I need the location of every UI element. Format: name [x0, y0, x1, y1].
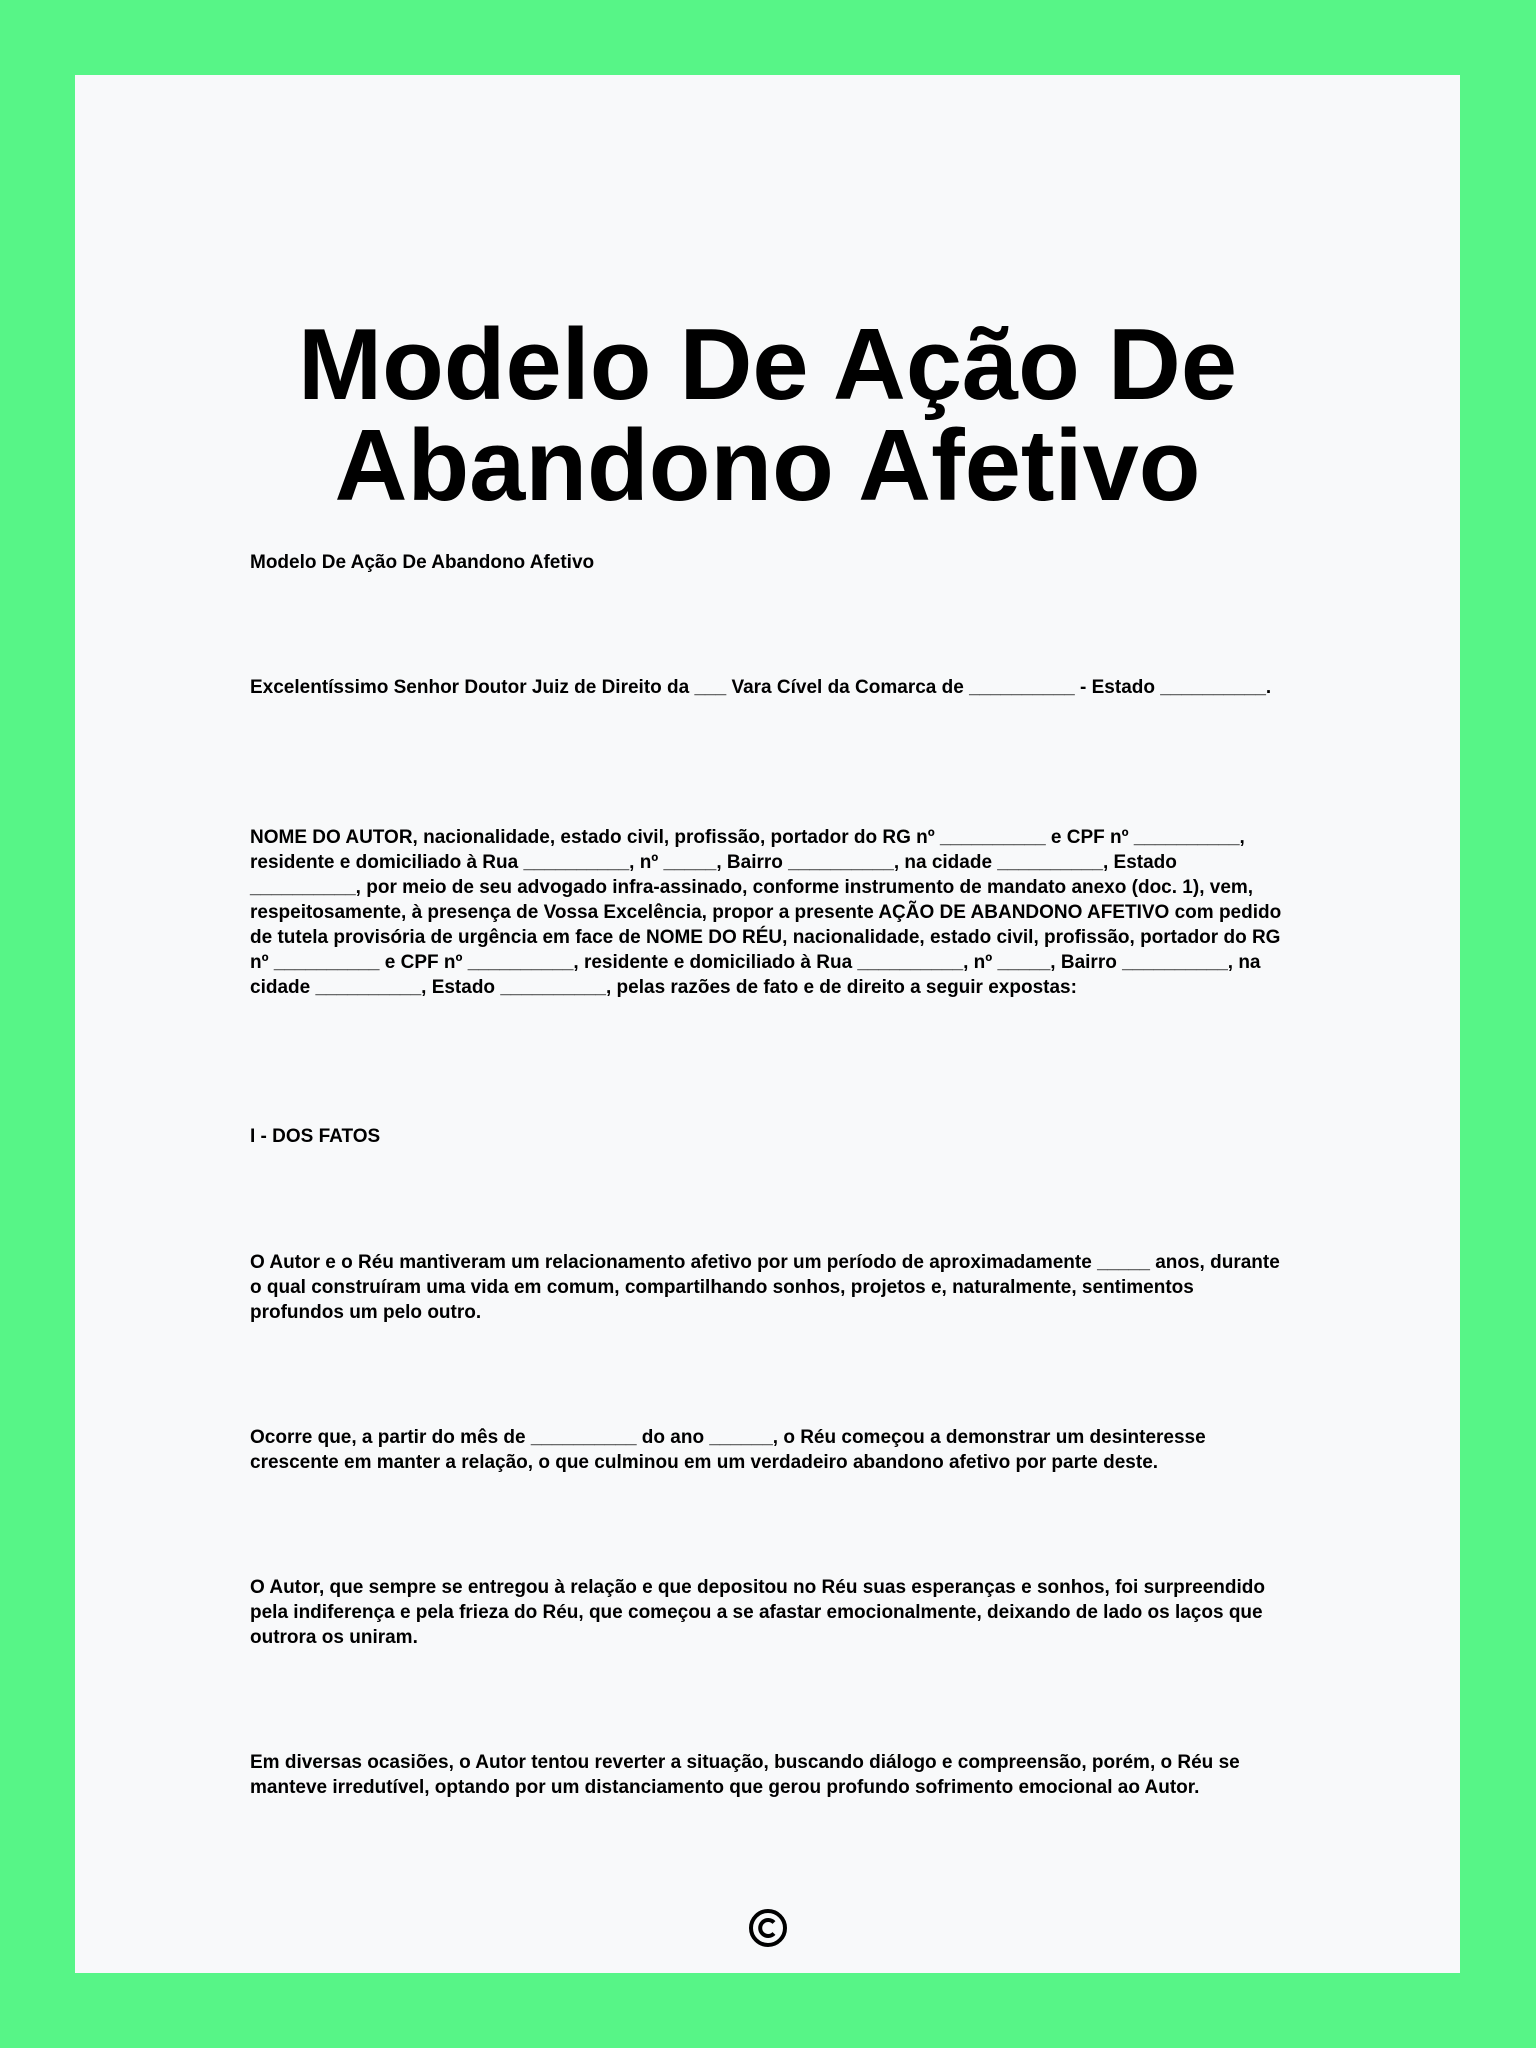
address-paragraph: Excelentíssimo Senhor Doutor Juiz de Direito da ___ Vara Cível da Comarca de __________ - Estado __________. [250, 677, 1272, 698]
facts-paragraph: Ocorre que, a partir do mês de __________ do ano ______, o Réu começou a demonstrar um desinteresse crescente em manter a relação, o que culminou em um verdadeiro abandono afetivo por parte deste. [250, 1427, 1206, 1473]
section-heading: I - DOS FATOS [250, 1126, 381, 1147]
title-line-2: Abandono Afetivo [334, 410, 1201, 522]
copyright-icon [748, 1908, 788, 1948]
facts-paragraph: O Autor, que sempre se entregou à relação e que depositou no Réu suas esperanças e sonhos, foi surpreendido pela indiferença e pela frieza do Réu, que começou a se afastar emocionalmente, deixando de lado os laços que outrora os uniram. [250, 1577, 1265, 1648]
document-subtitle: Modelo De Ação De Abandono Afetivo [250, 552, 595, 573]
document-title [75, 309, 1460, 522]
facts-paragraph: O Autor e o Réu mantiveram um relacionamento afetivo por um período de aproximadamente _____ anos, durante o qual construíram uma vida em comum, compartilhando sonhos, projetos e, naturalmente, sentimentos profundos um pelo outro. [250, 1252, 1280, 1323]
document-page [75, 75, 1460, 1973]
title-line-1: Modelo De Ação De [297, 309, 1238, 421]
qualification-paragraph: NOME DO AUTOR, nacionalidade, estado civil, profissão, portador do RG nº __________ e CPF nº __________, residente e domiciliado à Rua __________, nº _____, Bairro __________, na cidade __________, Estado __________, por meio de seu advogado infra-assinado, conforme instrumento de mandato anexo (doc. 1), vem, respeitosamente, à presença de Vossa Excelência, propor a presente AÇÃO DE ABANDONO AFETIVO com pedido de tutela provisória de urgência em face de NOME DO RÉU, nacionalidade, estado civil, profissão, portador do RG nº __________ e CPF nº __________, residente e domiciliado à Rua __________, nº _____, Bairro __________, na cidade __________, Estado __________, pelas razões de fato e de direito a seguir expostas: [250, 827, 1282, 998]
facts-paragraph: Em diversas ocasiões, o Autor tentou reverter a situação, buscando diálogo e compreensão, porém, o Réu se manteve irredutível, optando por um distanciamento que gerou profundo sofrimento emocional ao Autor. [250, 1752, 1240, 1798]
